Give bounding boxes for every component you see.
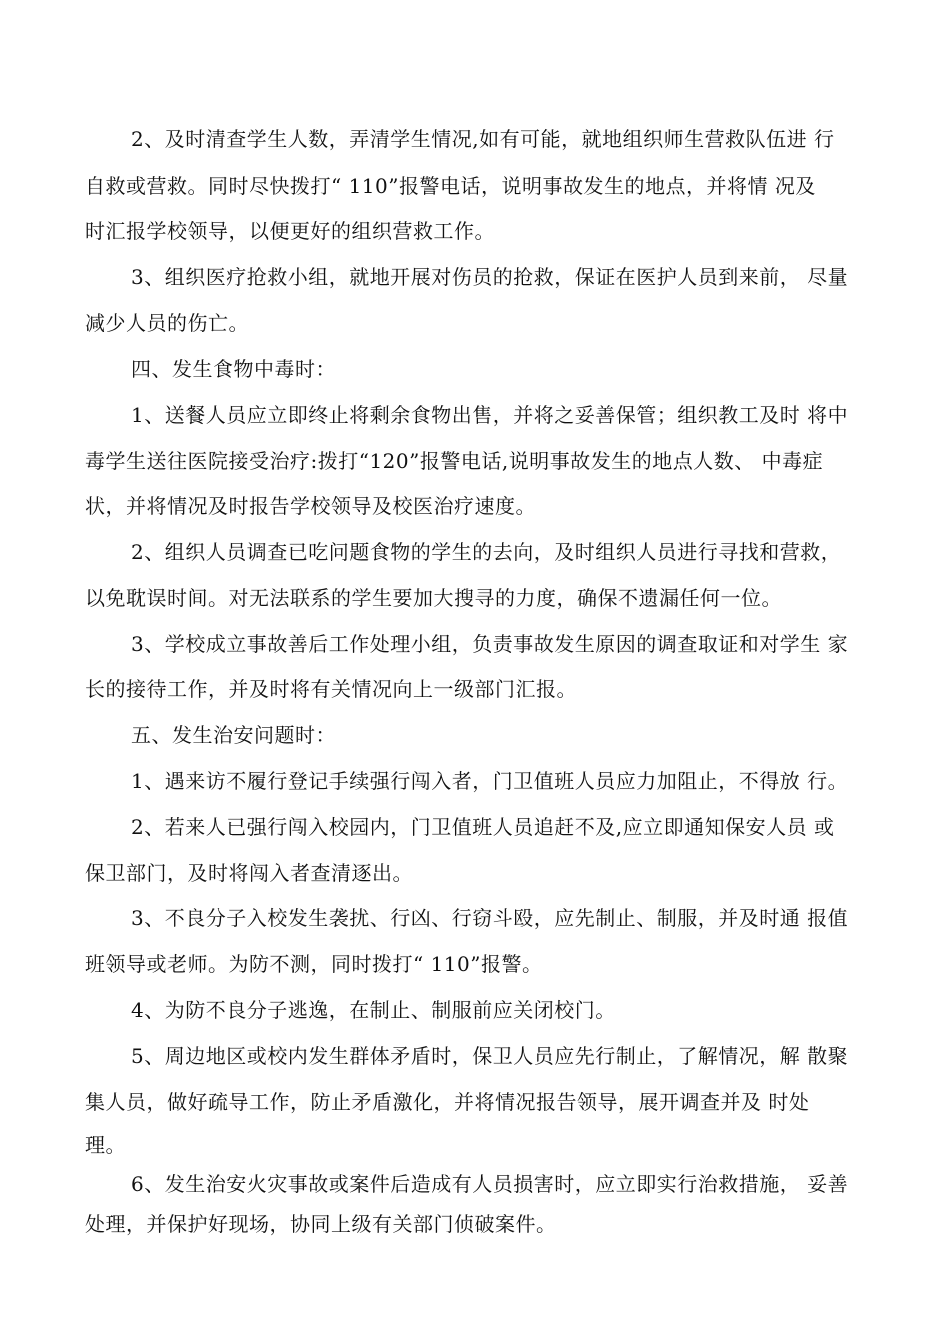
text-line: 3、不良分子入校发生袭扰、行凶、行窃斗殴，应先制止、制服，并及时通 报值 — [131, 906, 849, 930]
text-line: 理。 — [85, 1133, 126, 1157]
text-line: 1、送餐人员应立即终止将剩余食物出售，并将之妥善保管；组织教工及时 将中 — [131, 403, 849, 427]
section-heading: 四、发生食物中毒时： — [131, 357, 336, 381]
text-line: 毒学生送往医院接受治疗:拨打“120”报警电话,说明事故发生的地点人数、 中毒症 — [85, 449, 824, 473]
text-line: 2、若来人已强行闯入校园内，门卫值班人员追赶不及,应立即通知保安人员 或 — [131, 815, 835, 839]
text-line: 班领导或老师。为防不测，同时拨打“ 110”报警。 — [85, 952, 543, 976]
text-line: 1、遇来访不履行登记手续强行闯入者，门卫值班人员应力加阻止，不得放 行。 — [131, 769, 849, 793]
text-line: 保卫部门，及时将闯入者查清逐出。 — [85, 861, 413, 885]
text-line: 2、及时清查学生人数，弄清学生情况,如有可能，就地组织师生营救队伍进 行 — [131, 127, 835, 151]
text-line: 3、组织医疗抢救小组，就地开展对伤员的抢救，保证在医护人员到来前， 尽量 — [131, 265, 849, 289]
text-line: 2、组织人员调查已吃问题食物的学生的去向，及时组织人员进行寻找和营救， — [131, 540, 842, 564]
text-line: 4、为防不良分子逃逸，在制止、制服前应关闭校门。 — [131, 998, 616, 1022]
text-line: 3、学校成立事故善后工作处理小组，负责事故发生原因的调查取证和对学生 家 — [131, 632, 849, 656]
text-line: 处理，并保护好现场，协同上级有关部门侦破案件。 — [85, 1212, 557, 1236]
section-heading: 五、发生治安问题时： — [131, 723, 336, 747]
text-line: 6、发生治安火灾事故或案件后造成有人员损害时，应立即实行治救措施， 妥善 — [131, 1172, 849, 1196]
text-line: 时汇报学校领导，以便更好的组织营救工作。 — [85, 219, 495, 243]
text-line: 自救或营救。同时尽快拨打“ 110”报警电话，说明事故发生的地点，并将情 况及 — [85, 174, 816, 198]
text-line: 集人员，做好疏导工作，防止矛盾激化，并将情况报告领导，展开调查并及 时处 — [85, 1090, 810, 1114]
text-line: 长的接待工作，并及时将有关情况向上一级部门汇报。 — [85, 677, 577, 701]
text-line: 5、周边地区或校内发生群体矛盾时，保卫人员应先行制止，了解情况，解 散聚 — [131, 1044, 849, 1068]
text-line: 以免耽误时间。对无法联系的学生要加大搜寻的力度，确保不遗漏任何一位。 — [85, 586, 782, 610]
text-line: 状，并将情况及时报告学校领导及校医治疗速度。 — [85, 494, 536, 518]
text-line: 减少人员的伤亡。 — [85, 311, 249, 335]
